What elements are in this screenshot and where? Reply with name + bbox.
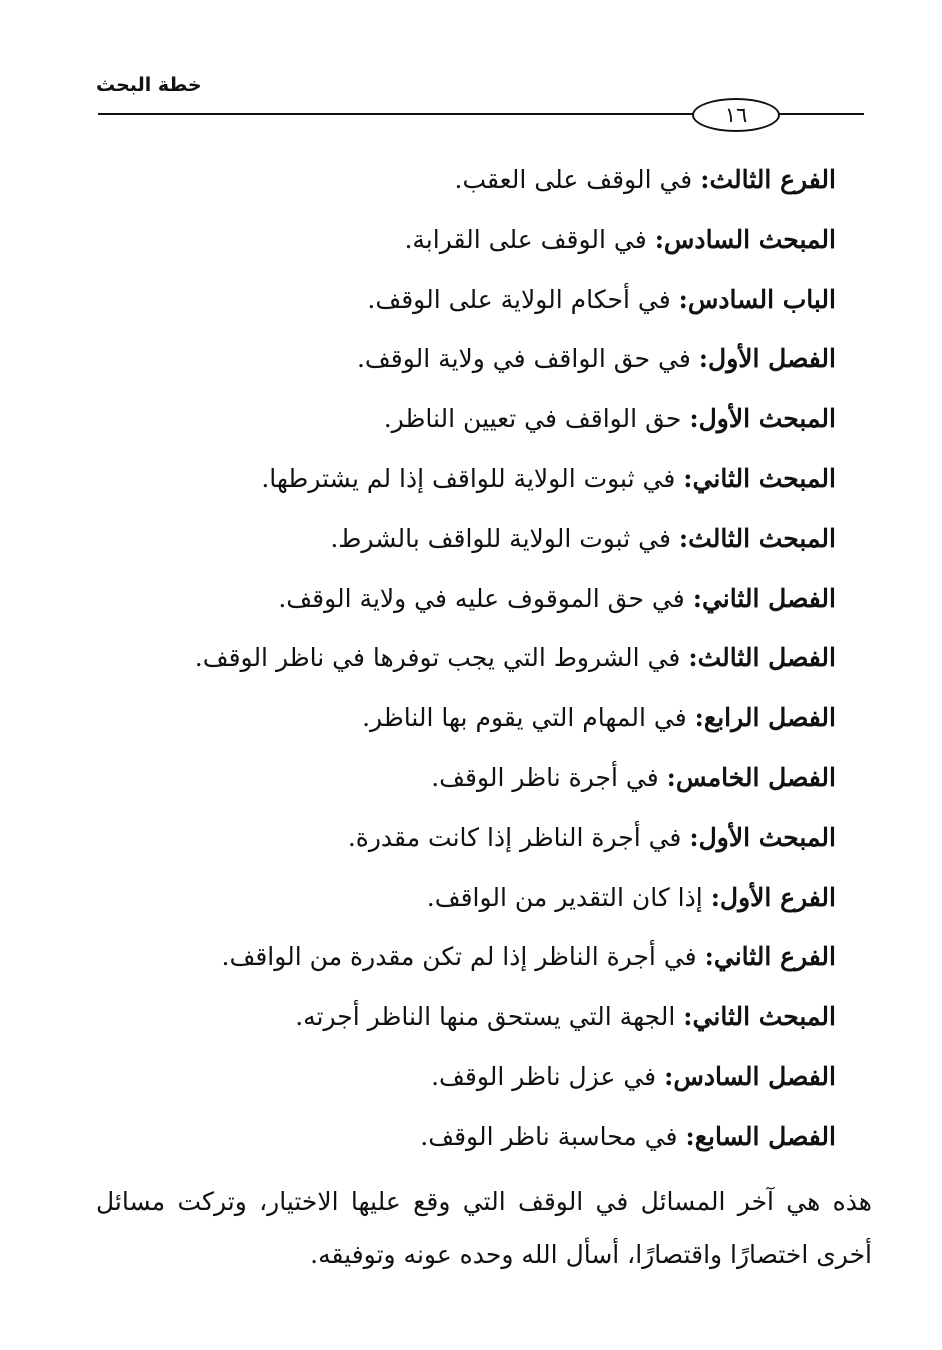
page-number: ١٦ <box>692 98 780 132</box>
plan-entry <box>96 158 836 218</box>
entry-label: الفرع الأول: <box>710 882 836 912</box>
entry-text: في ثبوت الولاية للواقف إذا لم يشترطها. <box>261 463 676 493</box>
entry-label: الفصل السادس: <box>664 1061 836 1091</box>
entry-text: في المهام التي يقوم بها الناظر. <box>362 703 687 733</box>
plan-entry <box>96 1115 836 1175</box>
entry-label: المبحث الثاني: <box>683 463 836 493</box>
plan-entry <box>96 816 836 876</box>
plan-entry <box>96 995 836 1055</box>
entry-label: المبحث الأول: <box>689 404 836 434</box>
plan-entry <box>96 876 836 936</box>
entry-text: في حق الموقوف عليه في ولاية الوقف. <box>278 583 685 613</box>
entry-text: في حق الواقف في ولاية الوقف. <box>356 344 691 374</box>
entry-label: الفرع الثاني: <box>704 942 836 972</box>
entry-text: في أحكام الولاية على الوقف. <box>367 284 671 314</box>
entry-label: الفرع الثالث: <box>700 165 836 194</box>
entry-label: الفصل الرابع: <box>694 703 836 733</box>
entry-text: في أجرة ناظر الوقف. <box>431 762 659 792</box>
plan-entry <box>96 636 836 696</box>
entry-text: حق الواقف في تعيين الناظر. <box>383 404 682 434</box>
plan-entry <box>96 1055 836 1115</box>
entry-label: المبحث الثاني: <box>683 1002 836 1032</box>
entry-label: المبحث الثالث: <box>678 523 836 553</box>
entry-label: الفصل الثالث: <box>688 643 836 673</box>
plan-entry <box>96 756 836 816</box>
entry-text: في عزل ناظر الوقف. <box>431 1061 657 1091</box>
entry-text: في الوقف على القرابة. <box>404 224 647 254</box>
running-header-title: خطة البحث <box>96 74 202 96</box>
entry-text: إذا كان التقدير من الواقف. <box>426 882 703 912</box>
plan-entry <box>96 278 836 338</box>
plan-entries-list <box>96 158 836 1175</box>
plan-entry <box>96 218 836 278</box>
entry-label: الباب السادس: <box>678 284 836 314</box>
entry-label: الفصل السابع: <box>685 1121 836 1151</box>
plan-entry <box>96 935 836 995</box>
plan-entry <box>96 696 836 756</box>
plan-entry <box>96 517 836 577</box>
entry-text: في أجرة الناظر إذا لم تكن مقدرة من الواقف. <box>221 942 697 972</box>
entry-label: المبحث السادس: <box>654 224 836 254</box>
entry-text: في أجرة الناظر إذا كانت مقدرة. <box>347 822 682 852</box>
plan-entry <box>96 397 836 457</box>
closing-paragraph: هذه هي آخر المسائل في الوقف التي وقع عليها الاختيار، وتركت مسائل أخرى اختصارًا واقتصارًا، أسأل الله وحده عونه وتوفيقه. <box>96 1187 872 1269</box>
entry-text: الجهة التي يستحق منها الناظر أجرته. <box>295 1002 676 1032</box>
entry-text: في محاسبة ناظر الوقف. <box>420 1121 678 1151</box>
plan-entry <box>96 457 836 517</box>
entry-text: في ثبوت الولاية للواقف بالشرط. <box>330 523 671 553</box>
entry-label: الفصل الثاني: <box>692 583 836 613</box>
entry-label: الفصل الخامس: <box>666 762 836 792</box>
entry-text: في الوقف على العقب. <box>454 165 693 194</box>
entry-label: المبحث الأول: <box>689 822 836 852</box>
plan-entry <box>96 577 836 637</box>
plan-entry <box>96 337 836 397</box>
entry-label: الفصل الأول: <box>698 344 836 374</box>
entry-text: في الشروط التي يجب توفرها في ناظر الوقف. <box>194 643 681 673</box>
